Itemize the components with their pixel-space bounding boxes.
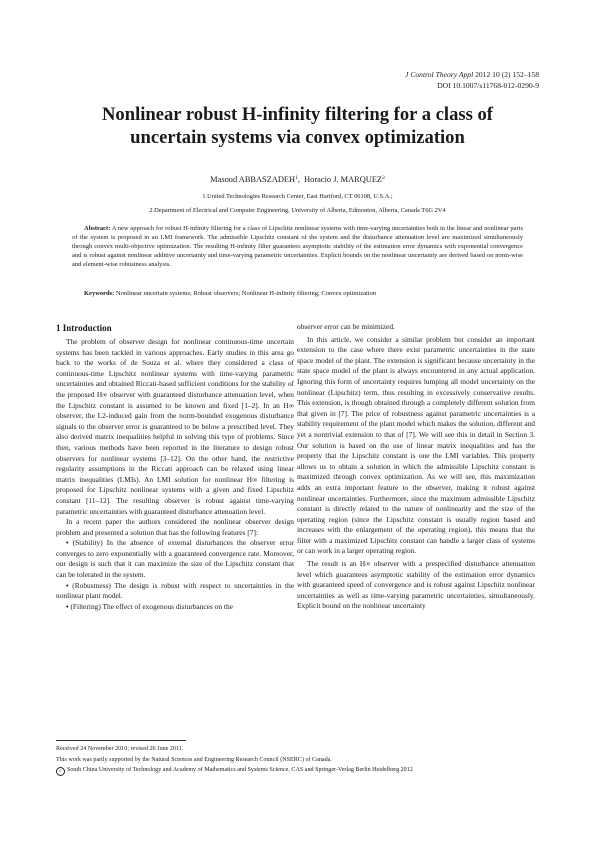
keywords-label: Keywords: bbox=[84, 290, 115, 297]
affiliation-1: 1.United Technologies Research Center, East Hartford, CT 06108, U.S.A.; bbox=[202, 193, 393, 200]
title-line-1: Nonlinear robust H-infinity filtering for a class of bbox=[102, 104, 493, 125]
title-line-2: uncertain systems via convex optimization bbox=[130, 127, 465, 148]
feature-filtering-continued: observer error can be minimized. bbox=[297, 322, 395, 331]
journal-header bbox=[405, 70, 539, 91]
author-1: Masoud ABBASZADEH bbox=[210, 175, 296, 184]
abstract bbox=[72, 225, 523, 270]
author-2-affil-mark: 2 bbox=[382, 175, 385, 181]
feature-filtering bbox=[56, 602, 294, 613]
feature-stability-text: (Stability) In the absence of external disturbances the observer error converges to zero exponentially with a guaranteed convergence rate. Moreover, our design is such that it can maximize the size of the Lipschitz constant that can be tolerated in the system. bbox=[56, 538, 294, 580]
journal-name: J Control Theory Appl bbox=[405, 70, 474, 79]
copyright-text: South China University of Technology and Academy of Mathematics and Systems Science, CAS and Springer-Verlag Berlin Heidelberg 2012 bbox=[67, 767, 413, 774]
abstract-text: A new approach for robust H-infinity filtering for a class of Lipschitz nonlinear systems with time-varying uncertainties both in the linear and nonlinear parts of the system is proposed in an LMI framework. The admissible Lipschitz constant of the system and the disturbance attenuation level are maximized simultaneously through convex multi-objective optimization. The resulting H-infinity filter guarantees asymptotic stability of the estimation error dynamics with exponential convergence and is robust against nonlinear additive uncertainty and time-varying parametric uncertainties. Explicit bounds on the nonlinear uncertainty are derived based on norm-wise and element-wise robustness analysis. bbox=[72, 225, 523, 268]
journal-doi: DOI 10.1007/s11768-012-0290-9 bbox=[437, 80, 539, 90]
bullet-icon: • bbox=[66, 601, 69, 611]
footnote-received: Received 24 November 2010; revised 26 June 2011. bbox=[56, 746, 184, 752]
abstract-label: Abstract: bbox=[84, 225, 111, 232]
journal-citation bbox=[405, 70, 539, 81]
intro-paragraph-2: In a recent paper the authors considered the nonlinear observer design problem and presented a solution that has the following features [7]: bbox=[56, 517, 294, 537]
affiliation-2: 2.Department of Electrical and Computer Engineering, University of Alberta, Edmonton, Alberta, Canada T6G 2V4 bbox=[149, 207, 446, 214]
section-heading: 1 Introduction bbox=[56, 323, 112, 333]
keywords-text: Nonlinear uncertain systems; Robust observers; Nonlinear H-infinity filtering; Convex optimization bbox=[114, 290, 377, 297]
feature-filtering-text: (Filtering) The effect of exogenous disturbances on the bbox=[68, 601, 233, 611]
journal-volume: 2012 10 (2) 152–158 bbox=[473, 70, 539, 79]
footnotes bbox=[56, 744, 540, 776]
keywords bbox=[72, 290, 523, 299]
intro-paragraph-4: The result is an H∞ observer with a prespecified disturbance attenuation level which guarantees asymptotic stability of the estimation error dynamics with guaranteed speed of convergence and is robust against Lipschitz nonlinear uncertainties as well as time-varying parametric uncertainties, simultaneously. Explicit bound on the nonlinear uncertainty bbox=[297, 559, 535, 611]
intro-paragraph-3: In this article, we consider a similar problem but consider an important extension to the case where there exist parametric uncertainties in the state space model of the plant. The extension is significant because uncertainty in the state space model of the plant is always encountered in any actual application. Ignoring this form of uncertainty requires lumping all model uncertainty on the nonlinear (Lipschitz) term, thus resulting in excessively conservative results. This extension, is though obtained through a completely different solution from that given in [7]. The price of robustness against parametric uncertainties is a stability requirement of the plant model which makes the solution, different and yet a nontrivial extension to that of [7]. We will see this in detail in Section 3. Our solution is based on the use of linear matrix inequalities and has the property that the Lipschitz constant is one the LMI variables. This property allows us to obtain a solution in which the admissible Lipschitz constant is maximized through convex optimization. As we will see, this maximization adds an extra important feature to the observer, making it robust against nonlinear uncertainties. Furthermore, since the maximum admissible Lipschitz constant is directly related to the nature of nonlinearity and the size of the operating region (since the Lipschitz constant is usually region based and increases with the enlargement of the operating region), this means that the filter with a maximized Lipschitz constant can handle a larger class of systems or can work in a larger operating region. bbox=[297, 334, 535, 556]
footnote-copyright bbox=[56, 765, 540, 776]
copyright-icon: c bbox=[56, 767, 65, 776]
footnote-support: This work was partly supported by the Natural Sciences and Engineering Research Council (NSERC) of Canada. bbox=[56, 756, 332, 763]
bullet-icon: • bbox=[66, 538, 69, 548]
left-column bbox=[56, 322, 294, 612]
intro-paragraph-1: The problem of observer design for nonlinear continuous-time uncertain systems has been tackled in various approaches. Early studies in this area go back to the works of de Souza et al. where they considered a class of continuous-time Lipschitz nonlinear systems with time-varying parametric uncertainties and obtained Riccati-based sufficient conditions for the stability of the proposed H∞ observer with guaranteed disturbance attenuation level, when the Lipschitz constant is assumed to be known and fixed [1–2]. In an H∞ observer, the L2-induced gain from the norm-bounded exogenous disturbance signals to the observer error is guaranteed to be below a prescribed level. They also derived matrix inequalities helpful in solving this type of problems. Since then, various methods have been reported in the literature to design robust observers for nonlinear systems [3–12]. On the other hand, the restrictive regularity assumptions in the Riccati approach can be relaxed using linear matrix inequalities (LMIs). An LMI solution for nonlinear H∞ filtering is proposed for Lipschitz nonlinear systems with a given and fixed Lipschitz constant [11–12]. The resulting observer is robust against time-varying parametric uncertainties with guaranteed disturbance attenuation level. bbox=[56, 337, 294, 516]
footnote-divider bbox=[56, 740, 186, 741]
author-2: Horacio J. MARQUEZ bbox=[304, 175, 383, 184]
author-list: Masoud ABBASZADEH$^1$, Horacio J. MARQUEZ$^2$ bbox=[210, 175, 385, 184]
bullet-icon: • bbox=[66, 580, 69, 590]
author-1-affil-mark: 1 bbox=[295, 175, 298, 181]
feature-robustness-text: (Robustness) The design is robust with respect to uncertainties in the nonlinear plant model. bbox=[56, 580, 294, 601]
right-column bbox=[297, 322, 535, 612]
feature-stability bbox=[56, 538, 294, 580]
paper-title bbox=[40, 103, 555, 149]
feature-robustness bbox=[56, 581, 294, 602]
